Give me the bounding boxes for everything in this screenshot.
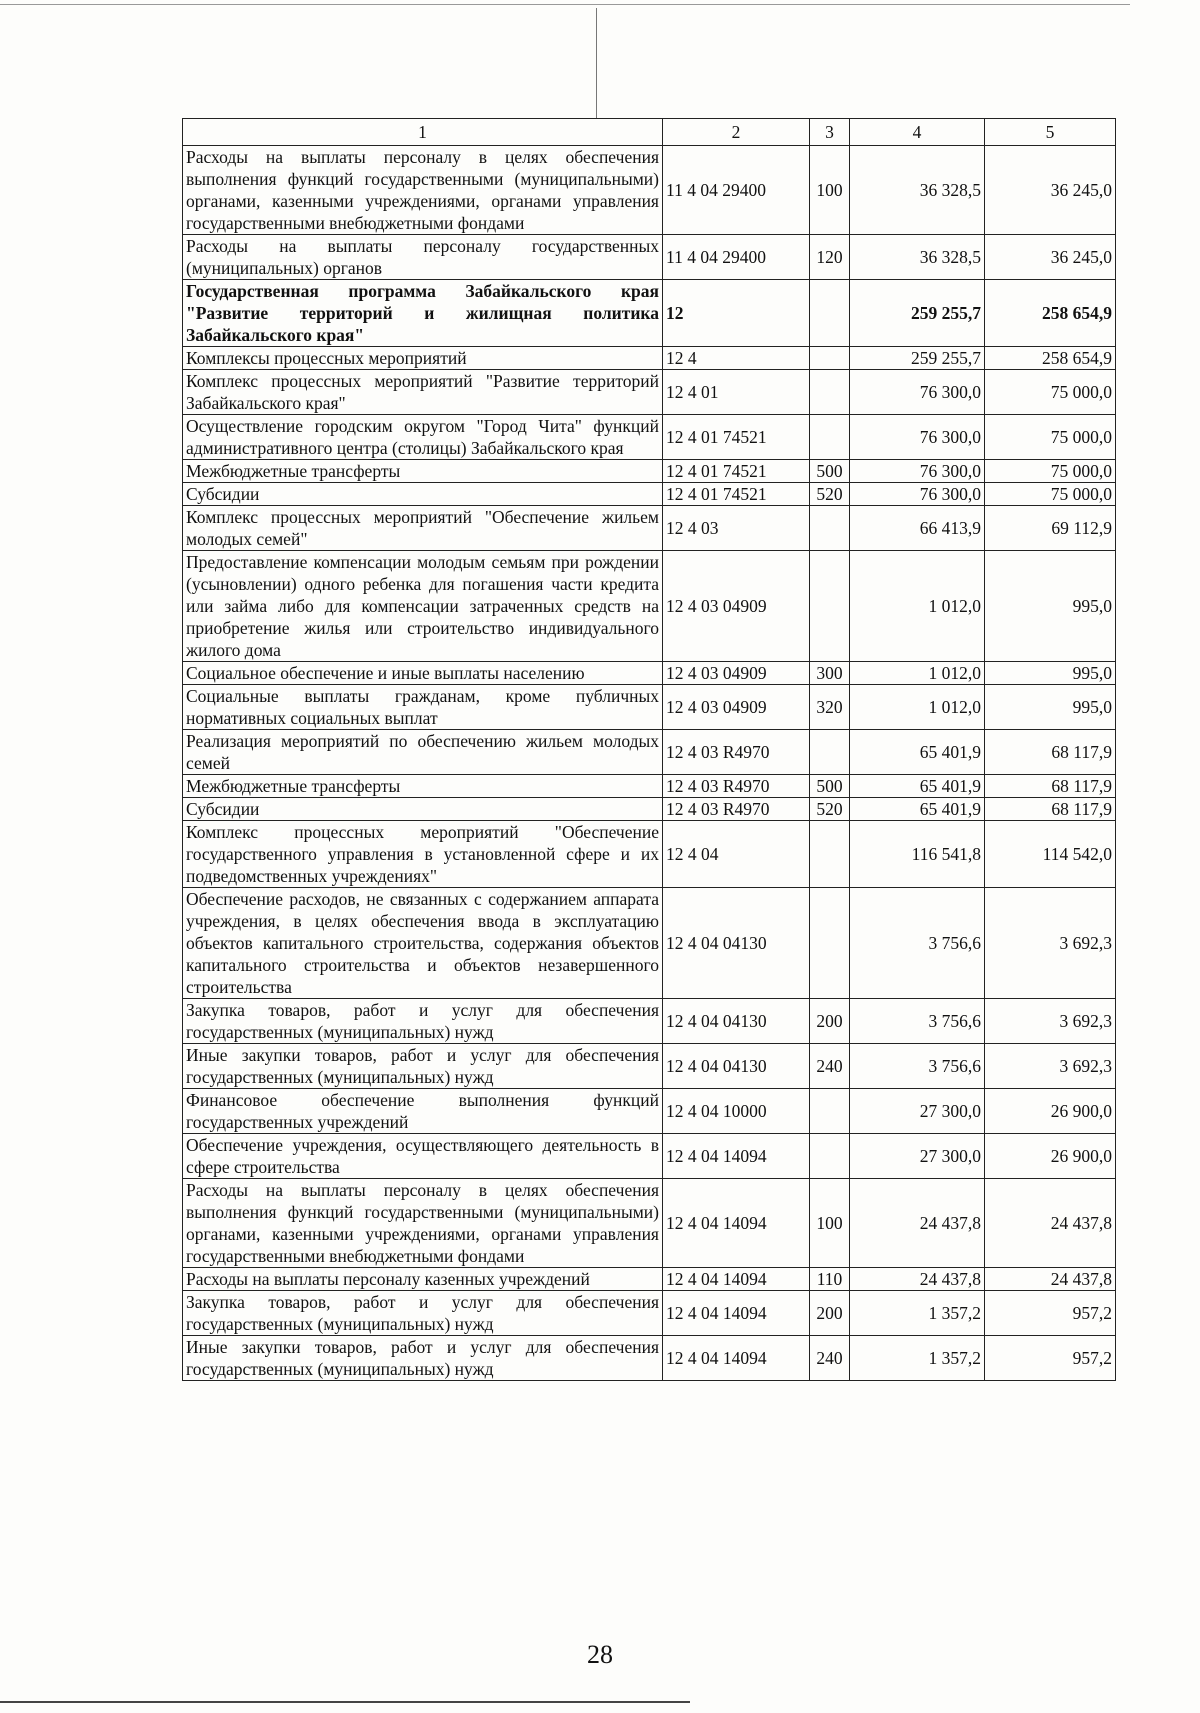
amount-year-1-cell: 259 255,7	[850, 347, 985, 370]
amount-year-1-cell: 76 300,0	[850, 415, 985, 460]
target-code-cell: 12 4 04 10000	[663, 1089, 810, 1134]
expense-name-cell: Расходы на выплаты персоналу в целях обеспечения выполнения функций государственными (муниципальными) органами, казенными учреждениями, органами управления государственными внебюджетными фондами	[183, 1179, 663, 1268]
target-code-cell: 12 4 03 R4970	[663, 730, 810, 775]
amount-year-1-cell: 259 255,7	[850, 280, 985, 347]
amount-year-1-cell: 36 328,5	[850, 146, 985, 235]
scan-fold-line	[596, 8, 597, 118]
expense-name-cell: Расходы на выплаты персоналу казенных учреждений	[183, 1268, 663, 1291]
expense-name-cell: Реализация мероприятий по обеспечению жильем молодых семей	[183, 730, 663, 775]
expense-type-cell	[810, 551, 850, 662]
amount-year-1-cell: 27 300,0	[850, 1089, 985, 1134]
expense-type-cell	[810, 888, 850, 999]
expense-type-cell	[810, 347, 850, 370]
expense-type-cell: 200	[810, 999, 850, 1044]
table-row	[183, 1291, 1116, 1336]
amount-year-2-cell: 957,2	[985, 1336, 1116, 1381]
header-col-3: 3	[810, 119, 850, 146]
expense-type-cell: 200	[810, 1291, 850, 1336]
expense-name-cell: Иные закупки товаров, работ и услуг для обеспечения государственных (муниципальных) нужд	[183, 1044, 663, 1089]
amount-year-2-cell: 68 117,9	[985, 775, 1116, 798]
expense-name-cell: Обеспечение расходов, не связанных с содержанием аппарата учреждения, в целях обеспечения ввода в эксплуатацию объектов капитального строительства, содержания объектов капитального строительства и объектов незавершенного строительства	[183, 888, 663, 999]
table-row	[183, 775, 1116, 798]
amount-year-2-cell: 36 245,0	[985, 146, 1116, 235]
amount-year-2-cell: 75 000,0	[985, 415, 1116, 460]
expense-name-cell: Межбюджетные трансферты	[183, 460, 663, 483]
expense-name-cell: Субсидии	[183, 798, 663, 821]
table-row	[183, 999, 1116, 1044]
amount-year-2-cell: 995,0	[985, 685, 1116, 730]
table-row	[183, 1134, 1116, 1179]
expense-name-cell: Финансовое обеспечение выполнения функций государственных учреждений	[183, 1089, 663, 1134]
target-code-cell: 12 4	[663, 347, 810, 370]
amount-year-1-cell: 65 401,9	[850, 775, 985, 798]
amount-year-2-cell: 69 112,9	[985, 506, 1116, 551]
target-code-cell: 11 4 04 29400	[663, 146, 810, 235]
target-code-cell: 12 4 04 14094	[663, 1336, 810, 1381]
amount-year-1-cell: 27 300,0	[850, 1134, 985, 1179]
table-row	[183, 730, 1116, 775]
amount-year-1-cell: 65 401,9	[850, 798, 985, 821]
expense-name-cell: Закупка товаров, работ и услуг для обеспечения государственных (муниципальных) нужд	[183, 1291, 663, 1336]
expense-name-cell: Закупка товаров, работ и услуг для обеспечения государственных (муниципальных) нужд	[183, 999, 663, 1044]
target-code-cell: 12 4 04 04130	[663, 1044, 810, 1089]
expense-name-cell: Комплексы процессных мероприятий	[183, 347, 663, 370]
table-row	[183, 146, 1116, 235]
scan-border-top	[0, 4, 1130, 5]
target-code-cell: 12 4 03 R4970	[663, 775, 810, 798]
amount-year-2-cell: 26 900,0	[985, 1089, 1116, 1134]
expense-type-cell: 100	[810, 146, 850, 235]
amount-year-2-cell: 3 692,3	[985, 1044, 1116, 1089]
expense-name-cell: Расходы на выплаты персоналу в целях обеспечения выполнения функций государственными (муниципальными) органами, казенными учреждениями, органами управления государственными внебюджетными фондами	[183, 146, 663, 235]
target-code-cell: 12 4 04 14094	[663, 1291, 810, 1336]
amount-year-2-cell: 68 117,9	[985, 730, 1116, 775]
amount-year-2-cell: 957,2	[985, 1291, 1116, 1336]
target-code-cell: 12 4 01 74521	[663, 415, 810, 460]
target-code-cell: 11 4 04 29400	[663, 235, 810, 280]
expense-name-cell: Межбюджетные трансферты	[183, 775, 663, 798]
target-code-cell: 12 4 03 04909	[663, 551, 810, 662]
table-row	[183, 798, 1116, 821]
expense-type-cell	[810, 1089, 850, 1134]
amount-year-2-cell: 258 654,9	[985, 280, 1116, 347]
amount-year-1-cell: 116 541,8	[850, 821, 985, 888]
target-code-cell: 12 4 01	[663, 370, 810, 415]
amount-year-1-cell: 1 012,0	[850, 662, 985, 685]
expense-type-cell: 100	[810, 1179, 850, 1268]
amount-year-1-cell: 76 300,0	[850, 370, 985, 415]
amount-year-2-cell: 3 692,3	[985, 888, 1116, 999]
table-row	[183, 1336, 1116, 1381]
expense-type-cell	[810, 506, 850, 551]
expense-name-cell: Социальное обеспечение и иные выплаты населению	[183, 662, 663, 685]
amount-year-2-cell: 258 654,9	[985, 347, 1116, 370]
expense-type-cell: 120	[810, 235, 850, 280]
target-code-cell: 12 4 04	[663, 821, 810, 888]
amount-year-1-cell: 1 012,0	[850, 551, 985, 662]
expense-type-cell: 110	[810, 1268, 850, 1291]
amount-year-2-cell: 24 437,8	[985, 1268, 1116, 1291]
amount-year-1-cell: 24 437,8	[850, 1179, 985, 1268]
expense-name-cell: Расходы на выплаты персоналу государственных (муниципальных) органов	[183, 235, 663, 280]
amount-year-1-cell: 1 012,0	[850, 685, 985, 730]
expense-type-cell: 500	[810, 460, 850, 483]
budget-table-body	[183, 119, 1116, 1381]
expense-type-cell	[810, 1134, 850, 1179]
budget-table	[182, 118, 1116, 1381]
amount-year-1-cell: 76 300,0	[850, 460, 985, 483]
expense-name-cell: Осуществление городским округом "Город Чита" функций административного центра (столицы) Забайкальского края	[183, 415, 663, 460]
target-code-cell: 12 4 03 R4970	[663, 798, 810, 821]
expense-type-cell	[810, 370, 850, 415]
expense-name-cell: Иные закупки товаров, работ и услуг для обеспечения государственных (муниципальных) нужд	[183, 1336, 663, 1381]
amount-year-2-cell: 114 542,0	[985, 821, 1116, 888]
amount-year-2-cell: 68 117,9	[985, 798, 1116, 821]
expense-type-cell: 500	[810, 775, 850, 798]
target-code-cell: 12 4 03 04909	[663, 685, 810, 730]
amount-year-2-cell: 995,0	[985, 551, 1116, 662]
expense-type-cell: 240	[810, 1336, 850, 1381]
header-col-4: 4	[850, 119, 985, 146]
table-row	[183, 235, 1116, 280]
target-code-cell: 12 4 04 14094	[663, 1179, 810, 1268]
target-code-cell: 12 4 04 14094	[663, 1268, 810, 1291]
table-row	[183, 888, 1116, 999]
expense-type-cell	[810, 730, 850, 775]
expense-type-cell: 320	[810, 685, 850, 730]
table-row	[183, 370, 1116, 415]
table-row	[183, 415, 1116, 460]
amount-year-1-cell: 3 756,6	[850, 1044, 985, 1089]
table-row	[183, 685, 1116, 730]
target-code-cell: 12 4 01 74521	[663, 483, 810, 506]
amount-year-2-cell: 75 000,0	[985, 483, 1116, 506]
expense-type-cell	[810, 280, 850, 347]
table-row	[183, 483, 1116, 506]
table-row	[183, 460, 1116, 483]
target-code-cell: 12 4 03	[663, 506, 810, 551]
target-code-cell: 12 4 03 04909	[663, 662, 810, 685]
table-row	[183, 1089, 1116, 1134]
header-col-5: 5	[985, 119, 1116, 146]
expense-type-cell: 240	[810, 1044, 850, 1089]
expense-name-cell: Комплекс процессных мероприятий "Обеспечение жильем молодых семей"	[183, 506, 663, 551]
expense-type-cell	[810, 415, 850, 460]
table-row	[183, 1044, 1116, 1089]
amount-year-1-cell: 3 756,6	[850, 888, 985, 999]
amount-year-2-cell: 75 000,0	[985, 370, 1116, 415]
amount-year-1-cell: 1 357,2	[850, 1336, 985, 1381]
page-number: 28	[587, 1640, 613, 1669]
amount-year-1-cell: 36 328,5	[850, 235, 985, 280]
table-row	[183, 347, 1116, 370]
target-code-cell: 12 4 04 14094	[663, 1134, 810, 1179]
amount-year-2-cell: 75 000,0	[985, 460, 1116, 483]
expense-type-cell: 520	[810, 798, 850, 821]
amount-year-1-cell: 24 437,8	[850, 1268, 985, 1291]
target-code-cell: 12 4 04 04130	[663, 999, 810, 1044]
target-code-cell: 12	[663, 280, 810, 347]
amount-year-2-cell: 3 692,3	[985, 999, 1116, 1044]
expense-type-cell: 520	[810, 483, 850, 506]
amount-year-2-cell: 24 437,8	[985, 1179, 1116, 1268]
table-row	[183, 506, 1116, 551]
expense-name-cell: Социальные выплаты гражданам, кроме публичных нормативных социальных выплат	[183, 685, 663, 730]
header-col-2: 2	[663, 119, 810, 146]
table-row	[183, 280, 1116, 347]
expense-type-cell	[810, 821, 850, 888]
target-code-cell: 12 4 04 04130	[663, 888, 810, 999]
table-row	[183, 821, 1116, 888]
table-header-row	[183, 119, 1116, 146]
amount-year-1-cell: 66 413,9	[850, 506, 985, 551]
target-code-cell: 12 4 01 74521	[663, 460, 810, 483]
amount-year-1-cell: 76 300,0	[850, 483, 985, 506]
expense-type-cell: 300	[810, 662, 850, 685]
expense-name-cell: Государственная программа Забайкальского края "Развитие территорий и жилищная политика Забайкальского края"	[183, 280, 663, 347]
table-row	[183, 551, 1116, 662]
amount-year-1-cell: 65 401,9	[850, 730, 985, 775]
header-col-1: 1	[183, 119, 663, 146]
amount-year-2-cell: 36 245,0	[985, 235, 1116, 280]
table-row	[183, 1179, 1116, 1268]
scan-border-bottom	[0, 1701, 690, 1703]
amount-year-1-cell: 3 756,6	[850, 999, 985, 1044]
amount-year-2-cell: 26 900,0	[985, 1134, 1116, 1179]
table-row	[183, 662, 1116, 685]
amount-year-2-cell: 995,0	[985, 662, 1116, 685]
expense-name-cell: Комплекс процессных мероприятий "Обеспечение государственного управления в установленной сфере и их подведомственных учреждениях"	[183, 821, 663, 888]
amount-year-1-cell: 1 357,2	[850, 1291, 985, 1336]
expense-name-cell: Предоставление компенсации молодым семьям при рождении (усыновлении) одного ребенка для погашения части кредита или займа либо для компенсации затраченных средств на приобретение жилья или строительство индивидуального жилого дома	[183, 551, 663, 662]
expense-name-cell: Субсидии	[183, 483, 663, 506]
expense-name-cell: Комплекс процессных мероприятий "Развитие территорий Забайкальского края"	[183, 370, 663, 415]
table-row	[183, 1268, 1116, 1291]
expense-name-cell: Обеспечение учреждения, осуществляющего деятельность в сфере строительства	[183, 1134, 663, 1179]
